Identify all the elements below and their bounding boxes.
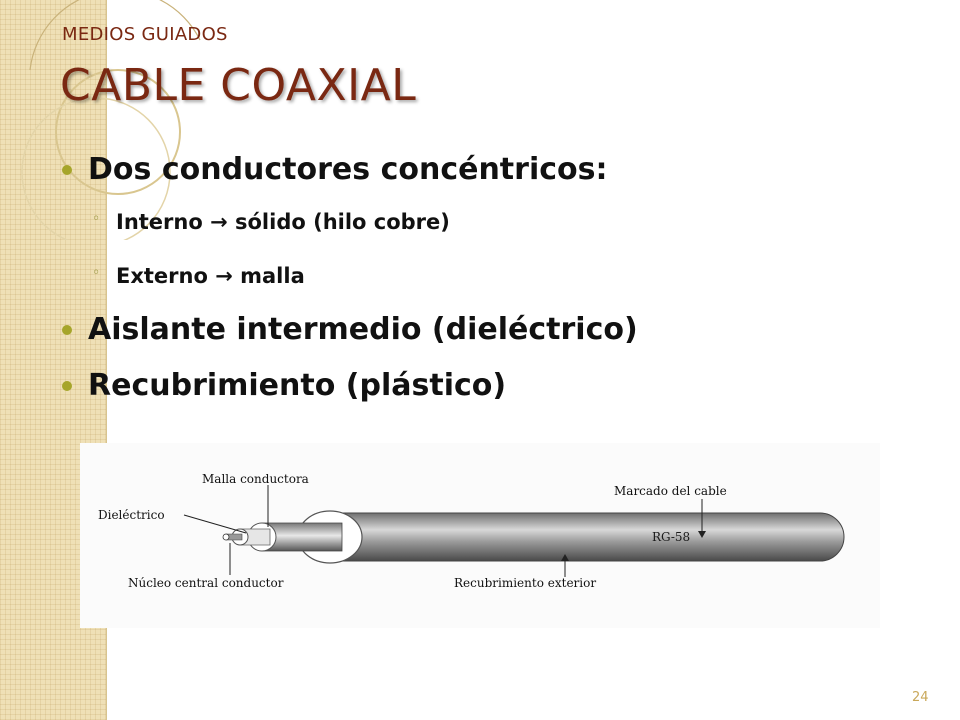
label-nucleo-central: Núcleo central conductor	[128, 576, 284, 590]
cable-jacket	[325, 513, 844, 561]
coax-cable-diagram	[80, 443, 880, 628]
slide-subtitle: MEDIOS GUIADOS	[62, 24, 228, 45]
bullet-list	[62, 145, 922, 411]
bullet-item	[62, 361, 922, 411]
slide-title: CABLE COAXIAL	[60, 60, 417, 111]
bullet-text: Aislante intermedio (dieléctrico)	[88, 312, 638, 347]
label-malla-conductora: Malla conductora	[202, 472, 309, 486]
bullet-text: Recubrimiento (plástico)	[88, 368, 507, 403]
label-recubrimiento-exterior: Recubrimiento exterior	[454, 576, 597, 590]
bullet-item	[62, 305, 922, 355]
sub-bullet-text: Interno → sólido (hilo cobre)	[116, 210, 450, 234]
sub-bullet-item	[62, 249, 922, 303]
core-end	[223, 534, 229, 540]
sub-bullet-ring-icon: ◦	[92, 211, 101, 227]
sub-bullet-item	[62, 195, 922, 249]
bullet-text: Dos conductores concéntricos:	[88, 152, 608, 187]
label-dielectrico: Dieléctrico	[98, 508, 165, 522]
page-number: 24	[912, 690, 929, 705]
bullet-dot-icon	[62, 381, 72, 391]
bullet-dot-icon	[62, 165, 72, 175]
label-marcado-cable: Marcado del cable	[614, 484, 727, 498]
sub-bullet-ring-icon: ◦	[92, 265, 101, 281]
label-rg58: RG-58	[652, 530, 691, 544]
bullet-item	[62, 145, 922, 195]
bullet-dot-icon	[62, 325, 72, 335]
sub-bullet-text: Externo → malla	[116, 264, 305, 288]
